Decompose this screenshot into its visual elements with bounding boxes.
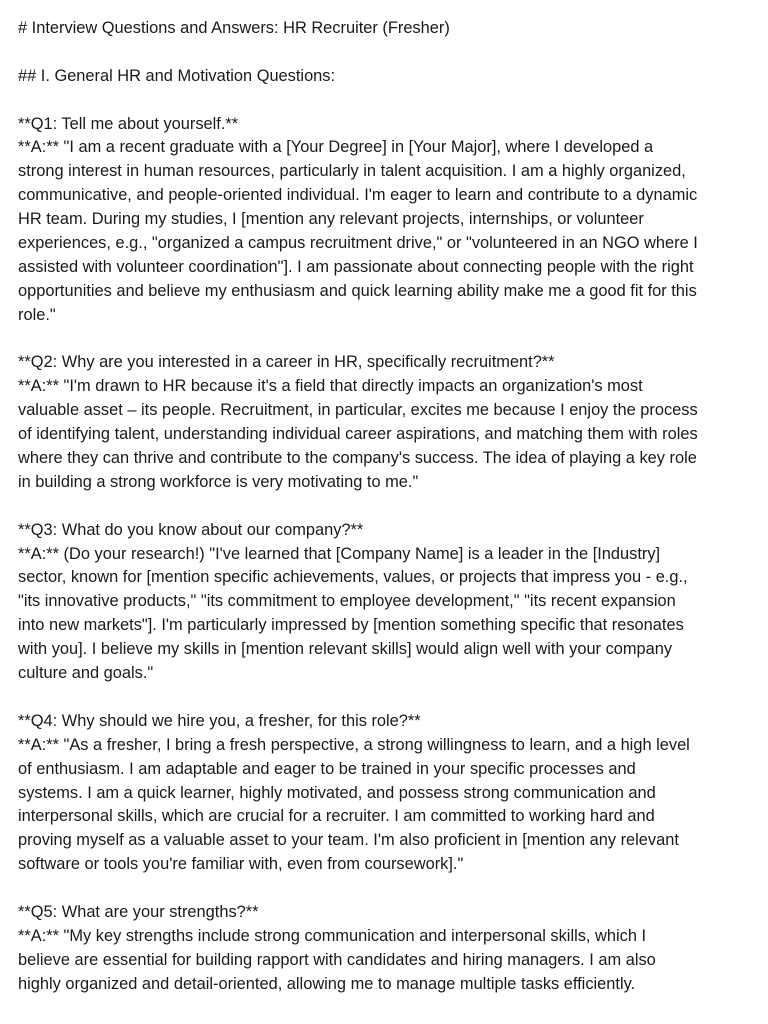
answer-line: opportunities and believe my enthusiasm and quick learning ability make me a good fit for this: [18, 281, 697, 300]
answer-line: believe are essential for building rapport with candidates and hiring managers. I am also: [18, 950, 656, 969]
qa-block-q2: [18, 351, 758, 494]
blank-line: [18, 495, 758, 519]
qa-block-q4: [18, 710, 758, 877]
answer-line: HR team. During my studies, I [mention any relevant projects, internships, or volunteer: [18, 210, 644, 229]
question-text: **Q2: Why are you interested in a career in HR, specifically recruitment?**: [18, 353, 555, 372]
answer-line: into new markets"]. I'm particularly impressed by [mention something specific that resonates: [18, 616, 684, 635]
blank-line: [18, 41, 758, 65]
qa-block-q3: [18, 519, 758, 686]
question-text: **Q4: Why should we hire you, a fresher, for this role?**: [18, 711, 421, 730]
question-text: **Q1: Tell me about yourself.**: [18, 114, 239, 133]
answer-line: sector, known for [mention specific achievements, values, or projects that impress you - e.g.,: [18, 568, 688, 587]
answer-line: valuable asset – its people. Recruitment, in particular, excites me because I enjoy the process: [18, 401, 698, 420]
answer-line: of identifying talent, understanding individual career aspirations, and matching them with roles: [18, 425, 698, 444]
answer-line: highly organized and detail-oriented, allowing me to manage multiple tasks efficiently.: [18, 974, 636, 993]
answer-line: strong interest in human resources, particularly in talent acquisition. I am a highly organized,: [18, 162, 686, 181]
answer-line: **A:** "I am a recent graduate with a [Your Degree] in [Your Major], where I developed a: [18, 138, 654, 157]
answer-line: "its innovative products," "its commitment to employee development," "its recent expansion: [18, 592, 676, 611]
answer-line: interpersonal skills, which are crucial for a recruiter. I am committed to working hard and: [18, 807, 655, 826]
blank-line: [18, 877, 758, 901]
answer-line: in building a strong workforce is very motivating to me.": [18, 472, 419, 491]
answer-line: **A:** "I'm drawn to HR because it's a field that directly impacts an organization's most: [18, 377, 643, 396]
blank-line: [18, 328, 758, 352]
answer-line: **A:** "As a fresher, I bring a fresh perspective, a strong willingness to learn, and a high level: [18, 735, 690, 754]
document-body: [18, 17, 758, 997]
qa-block-q5: [18, 901, 758, 997]
answer-line: communicative, and people-oriented individual. I'm eager to learn and contribute to a dynamic: [18, 186, 698, 205]
blank-line: [18, 686, 758, 710]
document-heading: # Interview Questions and Answers: HR Recruiter (Fresher): [18, 19, 450, 37]
answer-line: with you]. I believe my skills in [mention relevant skills] would align well with your company: [18, 640, 673, 659]
answer-line: culture and goals.": [18, 664, 154, 683]
answer-line: experiences, e.g., "organized a campus recruitment drive," or "volunteered in an NGO where I: [18, 234, 698, 253]
answer-line: proving myself as a valuable asset to your team. I'm also proficient in [mention any relevant: [18, 831, 679, 850]
answer-line: **A:** (Do your research!) "I've learned that [Company Name] is a leader in the [Industry]: [18, 544, 661, 563]
qa-block-q1: [18, 113, 758, 328]
answer-line: **A:** "My key strengths include strong communication and interpersonal skills, which I: [18, 926, 647, 945]
answer-line: of enthusiasm. I am adaptable and eager to be trained in your specific processes and: [18, 759, 636, 778]
answer-line: assisted with volunteer coordination"]. I am passionate about connecting people with the right: [18, 257, 694, 276]
blank-line: [18, 89, 758, 113]
question-text: **Q5: What are your strengths?**: [18, 902, 259, 921]
answer-line: software or tools you're familiar with, even from coursework].": [18, 855, 464, 874]
answer-line: where they can thrive and contribute to the company's success. The idea of playing a key role: [18, 449, 697, 468]
answer-line: systems. I am a quick learner, highly motivated, and possess strong communication and: [18, 783, 656, 802]
section-heading: ## I. General HR and Motivation Questions:: [18, 66, 336, 85]
answer-line: role.": [18, 305, 56, 324]
question-text: **Q3: What do you know about our company?**: [18, 520, 364, 539]
